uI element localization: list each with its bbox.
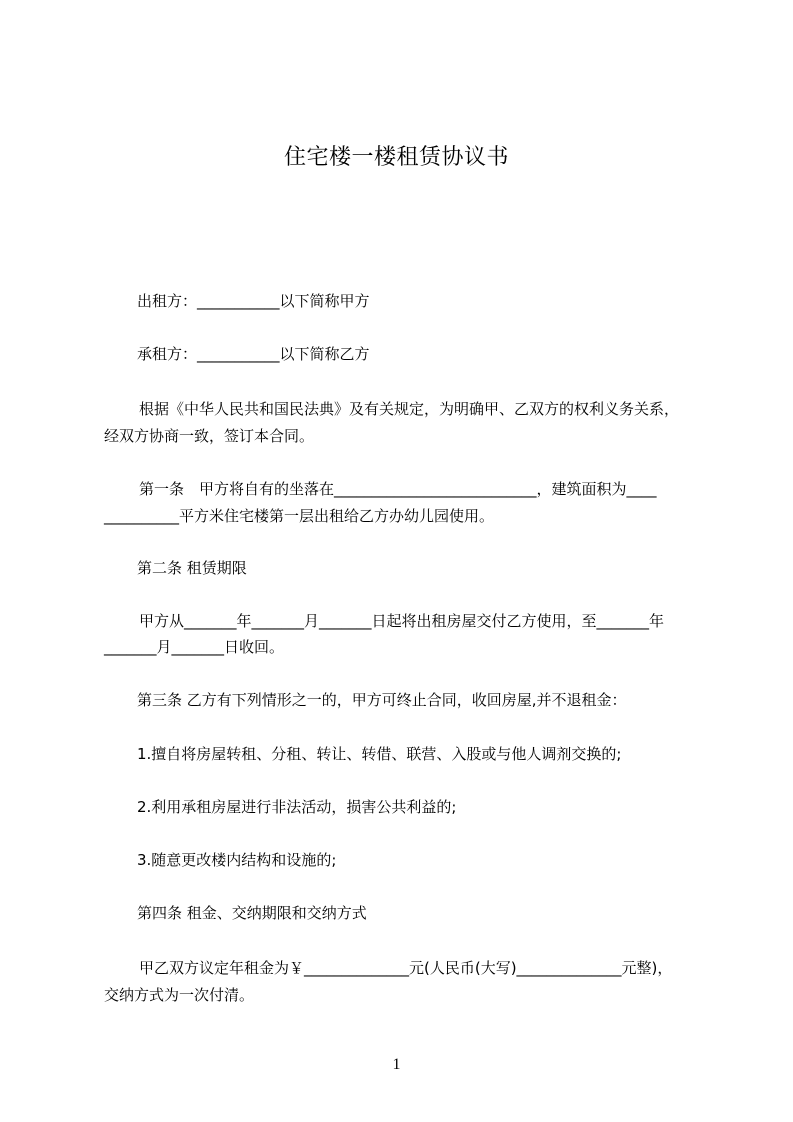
article2-line-2: _______月_______日收回。	[104, 638, 285, 656]
article4-line-2: 交纳方式为一次付清。	[104, 986, 255, 1004]
page-number: 1	[392, 1056, 401, 1073]
article4-heading: 第四条 租金、交纳期限和交纳方式	[137, 904, 367, 922]
article2-heading: 第二条 租赁期限	[137, 559, 247, 577]
lessee-line: 承租方：___________以下简称乙方	[137, 345, 370, 363]
article1-line-1: 第一条 甲方将自有的坐落在___________________________，建筑面积为____	[139, 480, 657, 498]
preamble-line-1: 根据《中华人民共和国民法典》及有关规定，为明确甲、乙双方的权利义务关系，	[139, 400, 680, 418]
article2-line-1: 甲方从_______年_______月_______日起将出租房屋交付乙方使用，至_______年	[139, 612, 665, 630]
article3-item-1: 1.擅自将房屋转租、分租、转让、转借、联营、入股或与他人调剂交换的;	[137, 745, 622, 763]
lessor-line: 出租方：___________以下简称甲方	[137, 292, 370, 310]
article3-item-3: 3.随意更改楼内结构和设施的;	[137, 851, 337, 869]
document-title: 住宅楼一楼租赁协议书	[283, 145, 509, 170]
article3-item-2: 2.利用承租房屋进行非法活动，损害公共利益的;	[137, 798, 457, 816]
article4-line-1: 甲乙双方议定年租金为￥______________元(人民币(大写)______________元整)，	[139, 959, 673, 977]
article3-heading: 第三条 乙方有下列情形之一的，甲方可终止合同，收回房屋,并不退租金：	[137, 691, 627, 709]
preamble-line-2: 经双方协商一致，签订本合同。	[104, 427, 315, 445]
article1-line-2: __________平方米住宅楼第一层出租给乙方办幼儿园使用。	[104, 507, 495, 525]
